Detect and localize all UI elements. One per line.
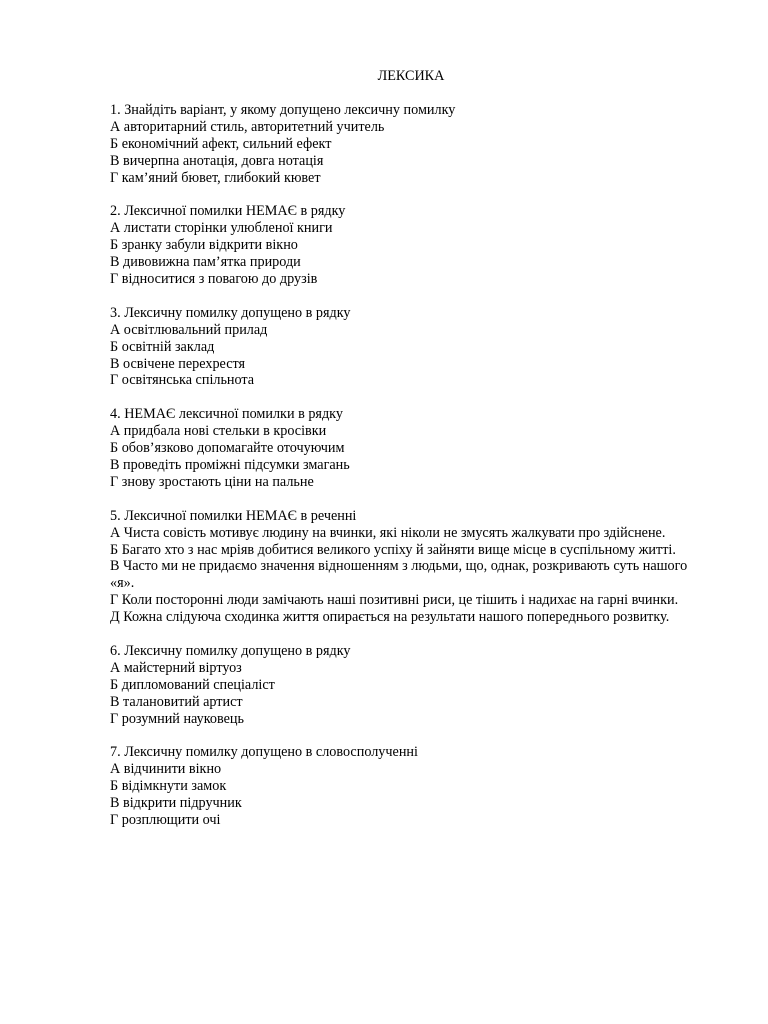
answer-option: Г розплющити очі	[110, 811, 221, 828]
answer-option: Г відноситися з повагою до друзів	[110, 271, 318, 288]
question-prompt: 4. НЕМАЄ лексичної помилки в рядку	[110, 406, 343, 423]
question-1	[110, 102, 700, 187]
question-4	[110, 406, 700, 491]
answer-option: Г розумний науковець	[110, 710, 244, 727]
question-prompt: 3. Лексичну помилку допущено в рядку	[110, 304, 351, 321]
question-prompt: 6. Лексичну помилку допущено в рядку	[110, 642, 351, 659]
question-2	[110, 203, 700, 288]
answer-option: В дивовижна пам’ятка природи	[110, 254, 301, 271]
answer-option: Б дипломований спеціаліст	[110, 676, 275, 693]
answer-option: Б обов’язково допомагайте оточуючим	[110, 440, 345, 457]
answer-option: Б відімкнути замок	[110, 778, 227, 795]
question-6	[110, 643, 700, 728]
question-7	[110, 744, 700, 829]
answer-option: В освічене перехрестя	[110, 355, 246, 372]
answer-option: А освітлювальний прилад	[110, 321, 268, 338]
answer-option: В проведіть проміжні підсумки змагань	[110, 456, 350, 473]
answer-option: В вичерпна анотація, довга нотація	[110, 152, 324, 169]
question-prompt: 5. Лексичної помилки НЕМАЄ в реченні	[110, 507, 357, 524]
answer-option: А авторитарний стиль, авторитетний учитель	[110, 118, 385, 135]
answer-option: Б зранку забули відкрити вікно	[110, 237, 298, 254]
answer-option: В талановитий артист	[110, 693, 243, 710]
document-title: ЛЕКСИКА	[377, 68, 445, 84]
question-prompt: 2. Лексичної помилки НЕМАЄ в рядку	[110, 203, 346, 220]
answer-option: А Чиста совість мотивує людину на вчинки, які ніколи не змусять жалкувати про здійснене.	[110, 524, 666, 541]
answer-option: Б Багато хто з нас мріяв добитися великого успіху й зайняти вище місце в суспільному житті.	[110, 541, 676, 558]
answer-option: Г Коли посторонні люди замічають наші позитивні риси, це тішить і надихає на гарні вчинки.	[110, 592, 679, 609]
answer-option: Г кам’яний бювет, глибокий кювет	[110, 169, 321, 186]
question-prompt: 1. Знайдіть варіант, у якому допущено лексичну помилку	[110, 102, 456, 118]
answer-option: А відчинити вікно	[110, 761, 222, 778]
answer-option: В відкрити підручник	[110, 795, 242, 812]
answer-option: Г освітянська спільнота	[110, 372, 255, 389]
question-3	[110, 305, 700, 390]
question-list	[110, 102, 700, 846]
answer-option: В Часто ми не придаємо значення відношенням з людьми, що, однак, розкривають суть нашого «я».	[110, 558, 688, 592]
question-5	[110, 508, 700, 626]
answer-option: А майстерний віртуоз	[110, 659, 242, 676]
answer-option: А листати сторінки улюбленої книги	[110, 220, 333, 237]
answer-option: Г знову зростають ціни на пальне	[110, 473, 314, 490]
question-prompt: 7. Лексичну помилку допущено в словосполученні	[110, 744, 418, 761]
answer-option: Б економічний афект, сильний ефект	[110, 135, 332, 152]
answer-option: Д Кожна слідуюча сходинка життя опирається на результати нашого попереднього розвитку.	[110, 609, 670, 626]
answer-option: Б освітній заклад	[110, 338, 215, 355]
answer-option: А придбала нові стельки в кросівки	[110, 423, 327, 440]
